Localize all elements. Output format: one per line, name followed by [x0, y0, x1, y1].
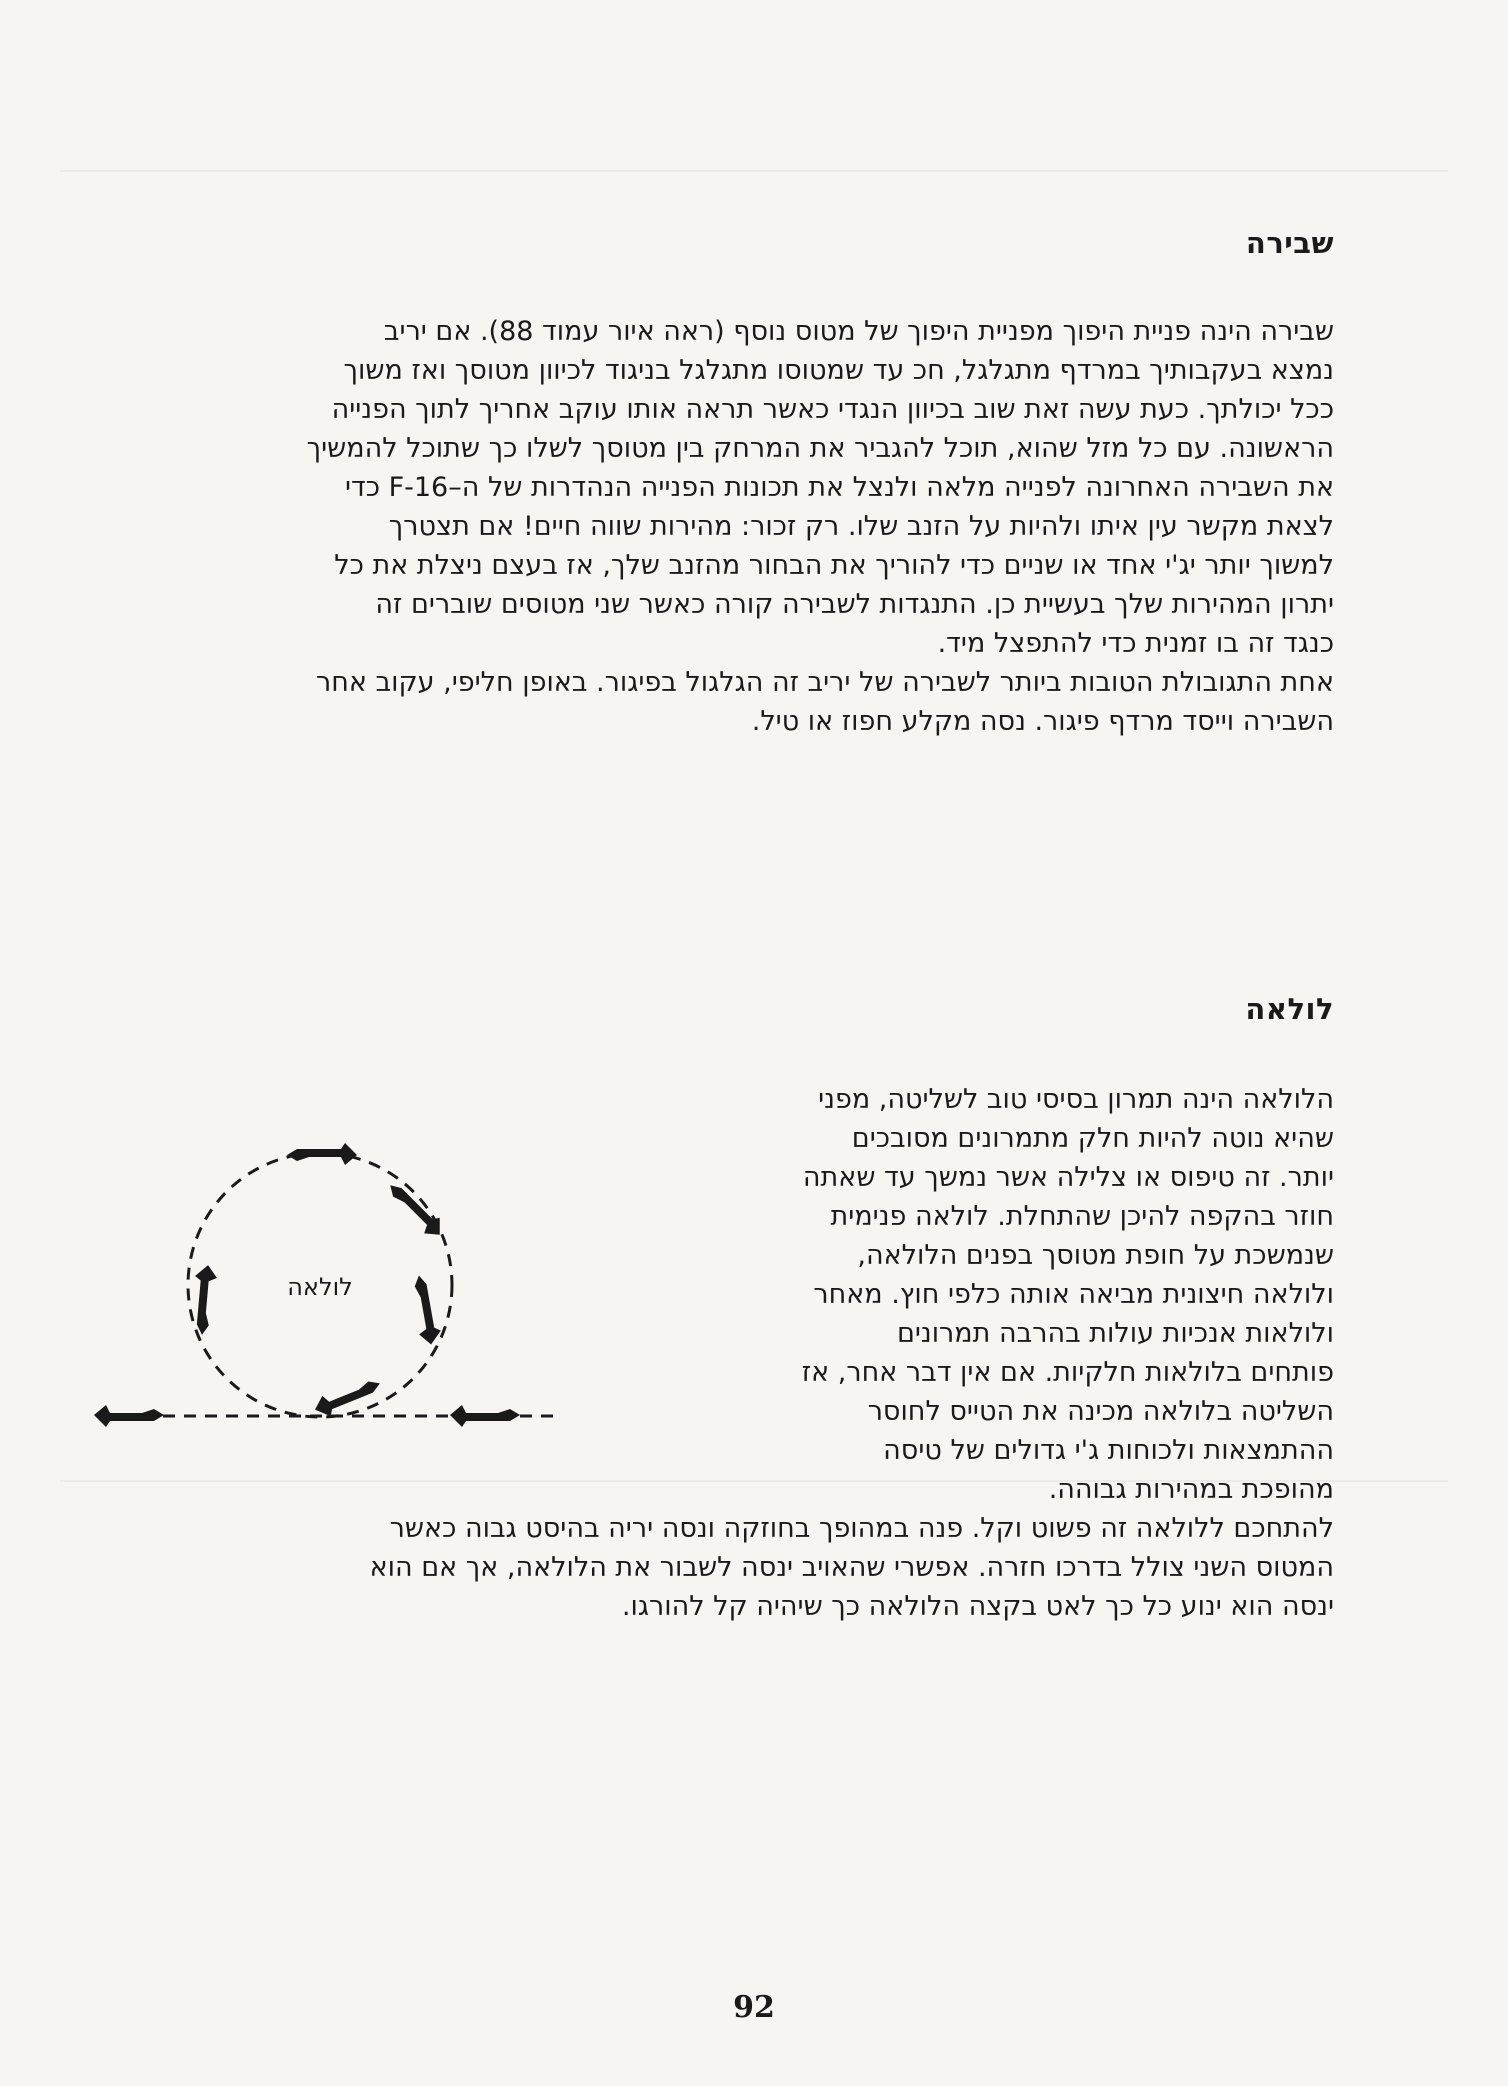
section-body-shvira — [184, 312, 1334, 741]
body-line: את השבירה האחרונה לפנייה מלאה ולנצל את תכונות הפנייה הנהדרות של ה–F-16 כדי — [344, 472, 1334, 503]
page-number: 92 — [733, 1990, 775, 2025]
body-line: ככל יכולתך. כעת עשה זאת שוב בכיוון הנגדי כאשר תראה אותו עוקב אחריך לתוך הפנייה — [331, 394, 1334, 425]
jet-icon — [94, 1405, 164, 1427]
body-line: להתחכם ללולאה זה פשוט וקל. פנה במהופך בחוזקה ונסה יריה בהיסט גבוה כאשר — [389, 1513, 1334, 1544]
section-body-lulaa-full — [184, 1509, 1334, 1626]
body-line: כנגד זה בו זמנית כדי להתפצל מיד. — [937, 628, 1334, 659]
loop-diagram — [80, 1135, 580, 1445]
section-title-lulaa: לולאה — [1245, 992, 1334, 1026]
body-line: יתרון המהירות שלך בעשיית כן. התנגדות לשבירה קורה כאשר שני מטוסים שוברים זה — [375, 589, 1334, 620]
jet-icon — [287, 1143, 357, 1165]
body-line: המטוס השני צולל בדרכו חזרה. אפשרי שהאויב ינסה לשבור את הלולאה, אך אם הוא — [369, 1552, 1334, 1583]
body-line: לצאת מקשר עין איתו ולהיות על הזנב שלו. רק זכור: מהירות שווה חיים! אם תצטרך — [388, 511, 1334, 542]
body-line: למשוך יותר יג'י אחד או שניים כדי להוריך את הבחור מהזנב שלך, אז בעצם ניצלת את כל — [334, 550, 1334, 581]
body-line: השבירה וייסד מרדף פיגור. נסה מקלע חפוז או טיל. — [751, 706, 1334, 737]
jet-icon — [450, 1405, 520, 1427]
show-through-mark — [60, 170, 1448, 172]
body-line: שנמשכת על חופת מטוסך בפנים הלולאה, — [857, 1240, 1334, 1271]
body-line: שהיא נוטה להיות חלק מתמרונים מסובכים — [851, 1123, 1334, 1154]
jet-icon — [190, 1264, 218, 1336]
diagram-label: לולאה — [287, 1273, 353, 1301]
body-line: ולולאות אנכיות עולות בהרבה תמרונים — [896, 1318, 1334, 1349]
body-line: ולולאה חיצונית מביאה אותה כלפי חוץ. מאחר — [813, 1279, 1334, 1310]
body-line: חוזר בהקפה להיכן שהתחלת. לולאה פנימית — [830, 1201, 1334, 1232]
body-line: שבירה הינה פניית היפוך מפניית היפוך של מטוס נוסף (ראה איור עמוד 88). אם יריב — [383, 316, 1334, 347]
section-title-shvira: שבירה — [1245, 226, 1334, 260]
body-line: מהופכת במהירות גבוהה. — [1048, 1474, 1334, 1505]
body-line: ההתמצאות ולכוחות ג'י גדולים של טיסה — [883, 1435, 1334, 1466]
body-line: נמצא בעקבותיך במרדף מתגלגל, חכ עד שמטוסו מתגלגל בניגוד לכיוון מטוסך ואז משוך — [343, 355, 1334, 386]
body-line: הלולאה הינה תמרון בסיסי טוב לשליטה, מפני — [818, 1084, 1334, 1115]
body-line: אחת התגובולת הטובות ביותר לשבירה של יריב זה הגלגול בפיגור. באופן חליפי, עקוב אחר — [316, 667, 1334, 698]
body-line: השליטה בלולאה מכינה את הטייס לחוסר — [867, 1396, 1334, 1427]
body-line: פותחים בלולאות חלקיות. אם אין דבר אחר, אז — [801, 1357, 1334, 1388]
section-body-lulaa-narrow — [694, 1080, 1334, 1509]
jet-icon — [409, 1273, 443, 1346]
body-line: הראשונה. עם כל מזל שהוא, תוכל להגביר את המרחק בין מטוסך לשלו כך שתוכל להמשיך — [306, 433, 1334, 464]
jet-icon — [383, 1177, 448, 1242]
body-line: ינסה הוא ינוע כל כך לאט בקצה הלולאה כך שיהיה קל להורגו. — [621, 1591, 1334, 1622]
body-line: יותר. זה טיפוס או צלילה אשר נמשך עד שאתה — [802, 1162, 1334, 1193]
